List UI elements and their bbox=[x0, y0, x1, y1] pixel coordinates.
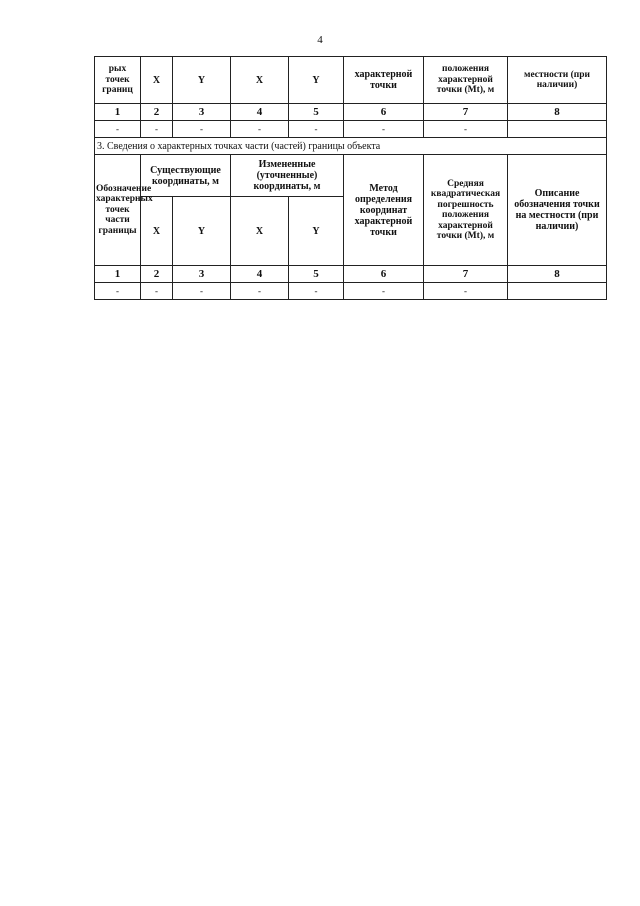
table-cell: - bbox=[173, 121, 231, 138]
header-point-description: Описание обозначения точки на местности (при наличии) bbox=[508, 155, 607, 266]
column-number: 4 bbox=[231, 266, 289, 283]
table-cell: - bbox=[289, 121, 344, 138]
header-cell-method: характерной точки bbox=[344, 57, 424, 104]
table-cell: - bbox=[344, 121, 424, 138]
table-cell bbox=[508, 121, 607, 138]
column-number: 3 bbox=[173, 104, 231, 121]
table-cell: - bbox=[141, 283, 173, 300]
table-cell: - bbox=[231, 283, 289, 300]
column-number: 1 bbox=[95, 104, 141, 121]
header-cell-point-designation: рых точек границ bbox=[95, 57, 141, 104]
continuation-header-row bbox=[95, 57, 607, 104]
column-number: 2 bbox=[141, 266, 173, 283]
section-title: 3. Сведения о характерных точках части (частей) границы объекта bbox=[95, 138, 607, 155]
header-y-existing: Y bbox=[173, 197, 231, 266]
column-numbers-row bbox=[95, 104, 607, 121]
table-cell: - bbox=[344, 283, 424, 300]
header-x-changed: X bbox=[231, 197, 289, 266]
table-row bbox=[95, 121, 607, 138]
column-number: 8 bbox=[508, 104, 607, 121]
header-cell-error: положения характерной точки (Mt), м bbox=[424, 57, 508, 104]
table-cell: - bbox=[231, 121, 289, 138]
header-cell-x-existing: X bbox=[141, 57, 173, 104]
header-x-existing: X bbox=[141, 197, 173, 266]
table-cell: - bbox=[424, 283, 508, 300]
column-number: 5 bbox=[289, 104, 344, 121]
column-number: 6 bbox=[344, 266, 424, 283]
header-cell-y-existing: Y bbox=[173, 57, 231, 104]
column-number: 6 bbox=[344, 104, 424, 121]
table-cell: - bbox=[173, 283, 231, 300]
column-number: 3 bbox=[173, 266, 231, 283]
characteristic-points-table bbox=[94, 56, 607, 300]
table-cell: - bbox=[95, 283, 141, 300]
header-y-changed: Y bbox=[289, 197, 344, 266]
section-title-row bbox=[95, 138, 607, 155]
table-cell: - bbox=[141, 121, 173, 138]
column-number: 5 bbox=[289, 266, 344, 283]
column-number: 2 bbox=[141, 104, 173, 121]
header-changed-coordinates: Измененные (уточненные) координаты, м bbox=[231, 155, 344, 197]
header-cell-x-changed: X bbox=[231, 57, 289, 104]
header-method: Метод определения координат характерной точки bbox=[344, 155, 424, 266]
column-number: 4 bbox=[231, 104, 289, 121]
header-cell-y-changed: Y bbox=[289, 57, 344, 104]
table-cell: - bbox=[95, 121, 141, 138]
page-number: 4 bbox=[317, 34, 323, 46]
table-cell: - bbox=[424, 121, 508, 138]
column-numbers-row bbox=[95, 266, 607, 283]
column-number: 8 bbox=[508, 266, 607, 283]
section-header-row-1 bbox=[95, 155, 607, 197]
table-cell: - bbox=[289, 283, 344, 300]
table-row bbox=[95, 283, 607, 300]
column-number: 1 bbox=[95, 266, 141, 283]
column-number: 7 bbox=[424, 266, 508, 283]
header-existing-coordinates: Существующие координаты, м bbox=[141, 155, 231, 197]
column-number: 7 bbox=[424, 104, 508, 121]
table-cell bbox=[508, 283, 607, 300]
header-cell-description: местности (при наличии) bbox=[508, 57, 607, 104]
header-point-designation: Обозначение характерных точек части границы bbox=[95, 155, 141, 266]
header-mean-square-error: Средняя квадратическая погрешность положения характерной точки (Mt), м bbox=[424, 155, 508, 266]
